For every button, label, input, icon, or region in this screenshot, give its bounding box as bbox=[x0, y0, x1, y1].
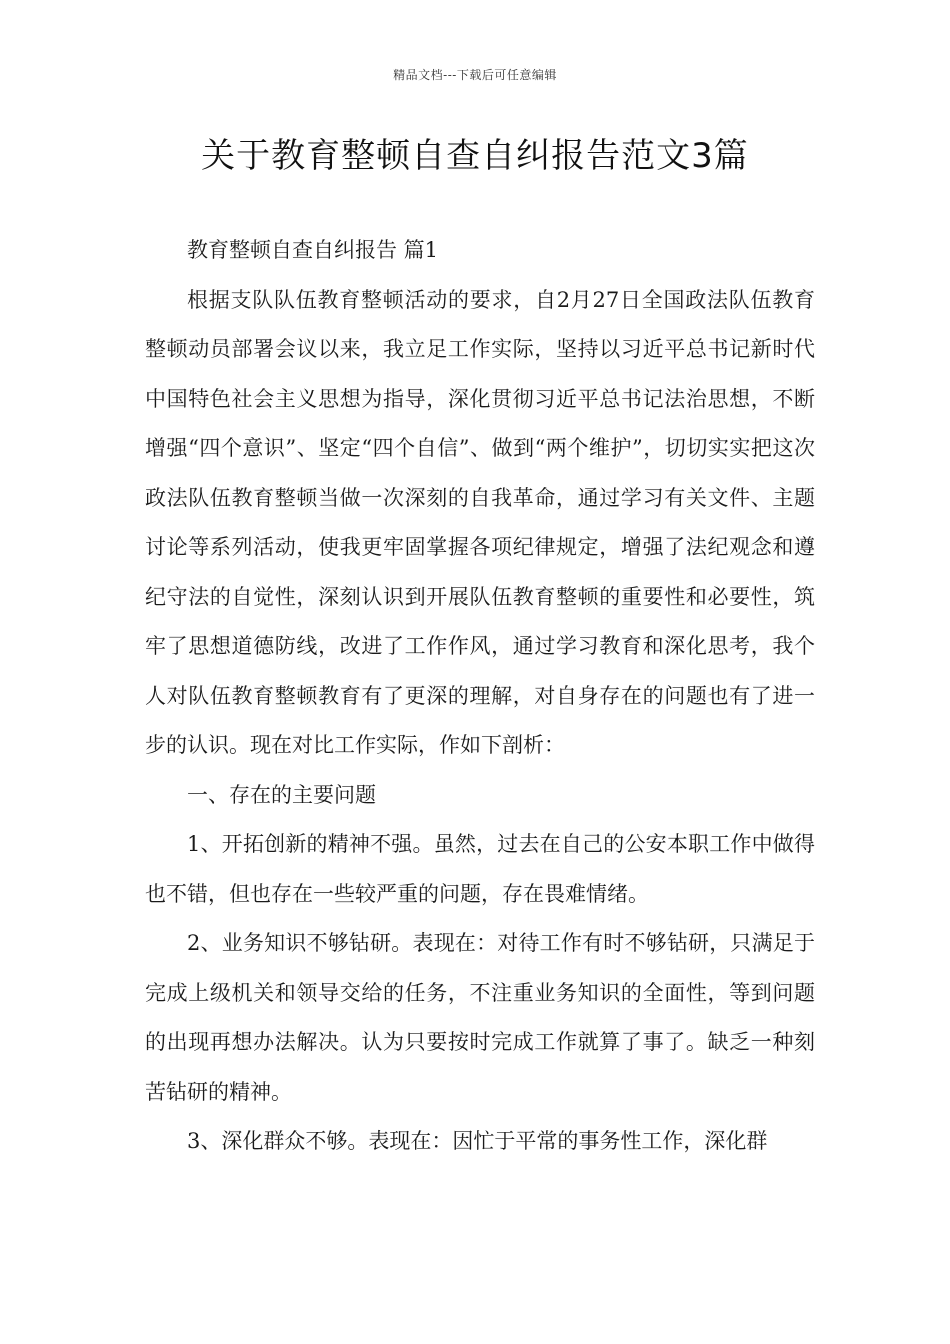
header-note: 精品文档---下载后可任意编辑 bbox=[393, 68, 557, 82]
subsection-heading: 一、存在的主要问题 bbox=[187, 782, 376, 807]
document-body bbox=[145, 226, 815, 1167]
document-title: 关于教育整顿自查自纠报告范文3篇 bbox=[201, 136, 749, 176]
paragraph: 3、深化群众不够。表现在：因忙于平常的事务性工作，深化群 bbox=[187, 1129, 768, 1153]
paragraph: 2、业务知识不够钻研。表现在：对待工作有时不够钻研，只满足于完成上级机关和领导交给的任务，不注重业务知识的全面性，等到问题的出现再想办法解决。认为只要按时完成工作就算了事了。缺乏一种刻苦钻研的精神。 bbox=[145, 931, 815, 1104]
section-heading: 教育整顿自查自纠报告 篇1 bbox=[187, 238, 439, 262]
paragraph: 1、开拓创新的精神不强。虽然，过去在自己的公安本职工作中做得也不错，但也存在一些较严重的问题，存在畏难情绪。 bbox=[145, 832, 815, 906]
paragraph: 根据支队队伍教育整顿活动的要求，自2月27日全国政法队伍教育整顿动员部署会议以来，我立足工作实际，坚持以习近平总书记新时代中国特色社会主义思想为指导，深化贯彻习近平总书记法治思想，不断增强“四个意识”、坚定“四个自信”、做到“两个维护”，切切实实把这次政法队伍教育整顿当做一次深刻的自我革命，通过学习有关文件、主题讨论等系列活动，使我更牢固掌握各项纪律规定，增强了法纪观念和遵纪守法的自觉性，深刻认识到开展队伍教育整顿的重要性和必要性，筑牢了思想道德防线，改进了工作作风，通过学习教育和深化思考，我个人对队伍教育整顿教育有了更深的理解，对自身存在的问题也有了进一步的认识。现在对比工作实际，作如下剖析： bbox=[145, 287, 815, 757]
